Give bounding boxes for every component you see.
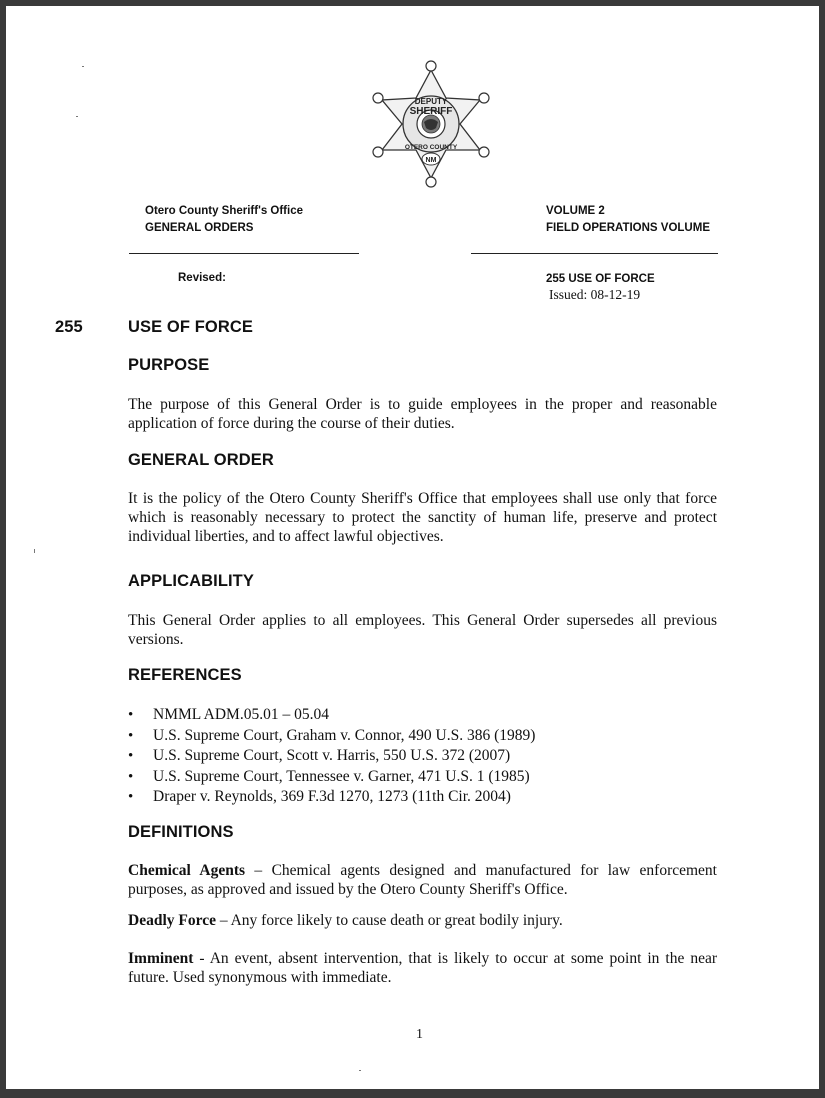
office-name: Otero County Sheriff's Office <box>145 205 304 217</box>
applicability-text: This General Order applies to all employees. This General Order supersedes all previous versions. <box>128 612 717 648</box>
scan-speck <box>34 549 35 553</box>
document-page <box>6 6 819 1089</box>
order-title: 255 USE OF FORCE <box>546 273 655 285</box>
badge-state-text: NM <box>425 157 437 164</box>
definition-term: Chemical Agents <box>128 862 246 879</box>
revised-label: Revised: <box>178 272 226 284</box>
badge-top-text: DEPUTY <box>414 97 448 106</box>
references-heading: REFERENCES <box>128 666 242 684</box>
definition-text: Any force likely to cause death or great bodily injury. <box>230 912 563 929</box>
reference-item: • Draper v. Reynolds, 369 F.3d 1270, 1273 (11th Cir. 2004) <box>128 787 728 808</box>
general-order-text: It is the policy of the Otero County Sheriff's Office that employees shall use only that force which is reasonably necessary to protect the sanctity of human life, preserve and protect individual liberties, and to affect lawful objectives. <box>128 490 717 545</box>
volume-title: FIELD OPERATIONS VOLUME <box>546 222 710 234</box>
reference-item: • NMML ADM.05.01 – 05.04 <box>128 705 728 726</box>
definition-text: Chemical agents designed and manufactured for law enforcement purposes, as approved and issued by the Otero County Sheriff's Office. <box>128 862 717 898</box>
definition-separator: – <box>245 862 272 879</box>
applicability-heading: APPLICABILITY <box>128 572 254 590</box>
header-left <box>145 203 303 237</box>
volume-label: VOLUME 2 <box>546 205 605 217</box>
definitions-heading: DEFINITIONS <box>128 823 234 841</box>
header-rule-left <box>129 253 359 254</box>
header-right <box>546 203 710 237</box>
references-list <box>128 705 728 808</box>
scan-speck <box>82 66 84 67</box>
issued-date: Issued: 08-12-19 <box>549 287 641 302</box>
definition-term: Imminent <box>128 950 194 967</box>
definition-term: Deadly Force <box>128 912 216 929</box>
page-number: 1 <box>416 1027 423 1042</box>
definition-separator: - <box>193 950 210 967</box>
purpose-heading: PURPOSE <box>128 356 210 374</box>
definition-deadly-force <box>128 911 717 930</box>
sheriff-badge-logo <box>366 58 496 190</box>
purpose-text: The purpose of this General Order is to guide employees in the proper and reasonable application of force during the course of their duties. <box>128 396 717 432</box>
badge-center-text: SHERIFF <box>409 106 453 117</box>
definition-imminent <box>128 949 717 987</box>
badge-bottom-text: OTERO COUNTY <box>404 144 458 151</box>
reference-item: • U.S. Supreme Court, Graham v. Connor, 490 U.S. 386 (1989) <box>128 726 728 747</box>
scan-speck <box>359 1070 361 1071</box>
header-rule-right <box>471 253 718 254</box>
general-order-heading: GENERAL ORDER <box>128 451 274 469</box>
reference-item: • U.S. Supreme Court, Scott v. Harris, 550 U.S. 372 (2007) <box>128 746 728 767</box>
definition-text: An event, absent intervention, that is likely to occur at some point in the near future. Used synonymous with immediate. <box>128 950 718 986</box>
general-orders-label: GENERAL ORDERS <box>145 222 254 234</box>
scan-speck <box>76 116 78 117</box>
definition-chemical-agents <box>128 861 717 899</box>
section-number: 255 <box>55 318 83 336</box>
reference-item: • U.S. Supreme Court, Tennessee v. Garner, 471 U.S. 1 (1985) <box>128 767 728 788</box>
definition-separator: – <box>215 912 231 929</box>
main-title: USE OF FORCE <box>128 318 253 336</box>
